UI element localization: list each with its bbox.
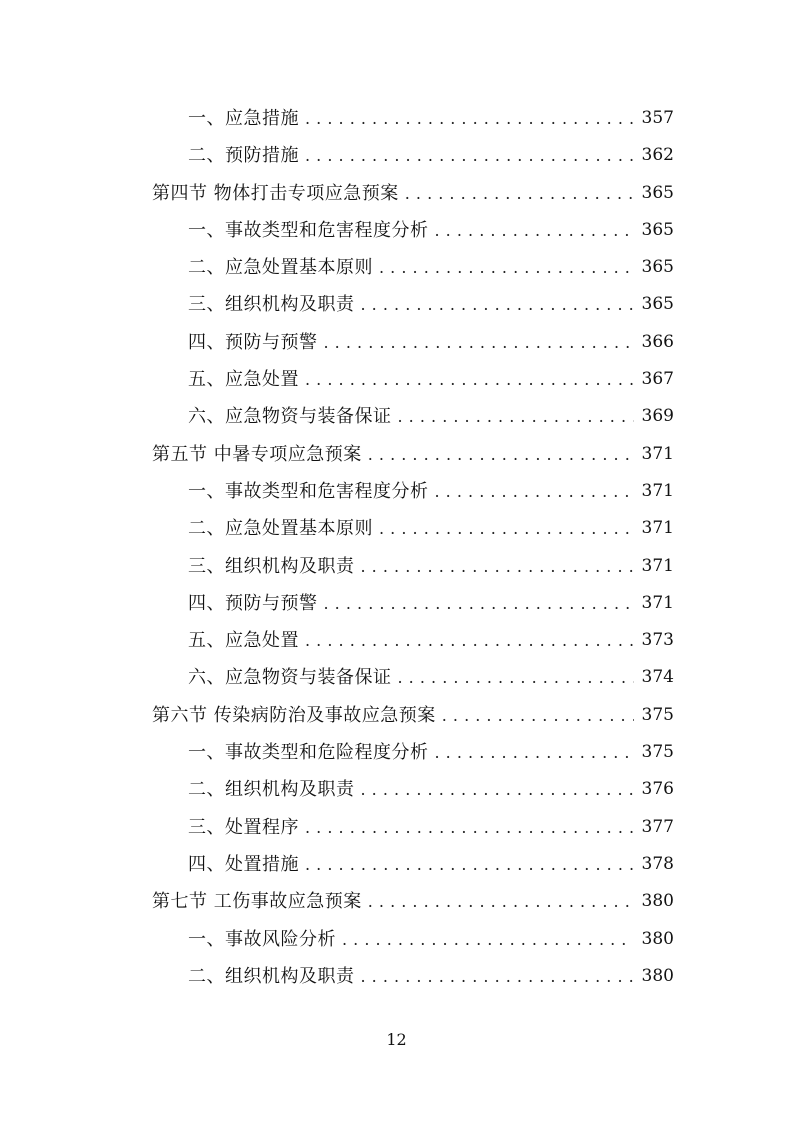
toc-subsection-entry[interactable] (152, 398, 674, 435)
toc-dot-leader (379, 510, 634, 547)
toc-dot-leader (305, 846, 634, 883)
toc-subsection-entry[interactable] (152, 622, 674, 659)
toc-dot-leader (368, 883, 634, 920)
toc-entry-page-number: 357 (641, 108, 674, 128)
toc-subsection-entry[interactable] (152, 510, 674, 547)
toc-entry-page-number: 380 (641, 891, 674, 912)
toc-entry-page-number: 378 (641, 853, 674, 874)
toc-subsection-entry[interactable] (152, 734, 674, 771)
toc-entry-title: 二、预防措施 (188, 145, 299, 167)
toc-entry-page-number: 376 (641, 779, 674, 800)
toc-entry-title: 一、应急措施 (188, 108, 299, 129)
toc-entry-page-number: 377 (641, 816, 674, 837)
toc-entry-page-number: 371 (641, 592, 674, 613)
toc-dot-leader (368, 436, 634, 473)
toc-dot-leader (435, 212, 635, 249)
toc-section-entry[interactable] (152, 436, 674, 473)
toc-entry-page-number: 380 (641, 928, 674, 949)
toc-entry-page-number: 362 (641, 145, 674, 166)
toc-subsection-entry[interactable] (152, 846, 674, 883)
toc-subsection-entry[interactable] (152, 585, 674, 622)
toc-entry-title: 六、应急物资与装备保证 (188, 406, 392, 428)
toc-dot-leader (405, 175, 634, 212)
toc-subsection-entry[interactable] (152, 100, 674, 137)
toc-entry-page-number: 365 (641, 219, 674, 240)
page-number: 12 (386, 1030, 407, 1049)
toc-entry-title: 五、应急处置 (188, 630, 299, 652)
toc-entry-title: 一、事故类型和危险程度分析 (188, 742, 429, 764)
toc-entry-page-number: 371 (641, 555, 674, 576)
toc-section-entry[interactable] (152, 697, 674, 734)
toc-dot-leader (324, 324, 635, 361)
toc-entry-page-number: 374 (641, 667, 674, 688)
toc-subsection-entry[interactable] (152, 809, 674, 846)
toc-dot-leader (305, 361, 634, 398)
toc-dot-leader (435, 473, 635, 510)
toc-entry-page-number: 366 (641, 331, 674, 352)
toc-entry-title: 五、应急处置 (188, 369, 299, 391)
toc-subsection-entry[interactable] (152, 659, 674, 696)
toc-dot-leader (361, 771, 635, 808)
toc-entry-title: 六、应急物资与装备保证 (188, 667, 392, 689)
toc-subsection-entry[interactable] (152, 921, 674, 958)
toc-dot-leader (305, 622, 634, 659)
toc-subsection-entry[interactable] (152, 548, 674, 585)
toc-subsection-entry[interactable] (152, 286, 674, 323)
toc-entry-title: 第六节 传染病防治及事故应急预案 (152, 704, 436, 726)
toc-entry-title: 三、组织机构及职责 (188, 294, 355, 316)
toc-entry-title: 二、组织机构及职责 (188, 779, 355, 801)
table-of-contents (152, 100, 674, 995)
toc-entry-title: 二、应急处置基本原则 (188, 257, 373, 279)
toc-entry-page-number: 371 (641, 480, 674, 501)
toc-entry-page-number: 365 (641, 257, 674, 278)
toc-subsection-entry[interactable] (152, 771, 674, 808)
toc-dot-leader (342, 921, 634, 958)
toc-dot-leader (379, 249, 634, 286)
toc-entry-title: 二、应急处置基本原则 (188, 518, 373, 540)
toc-entry-title: 三、处置程序 (188, 816, 299, 838)
toc-entry-page-number: 375 (641, 742, 674, 763)
toc-entry-title: 第四节 物体打击专项应急预案 (152, 182, 399, 204)
toc-entry-title: 第五节 中暑专项应急预案 (152, 443, 362, 465)
toc-section-entry[interactable] (152, 883, 674, 920)
toc-subsection-entry[interactable] (152, 212, 674, 249)
toc-subsection-entry[interactable] (152, 249, 674, 286)
toc-section-entry[interactable] (152, 175, 674, 212)
toc-dot-leader (398, 659, 635, 696)
toc-subsection-entry[interactable] (152, 324, 674, 361)
toc-entry-page-number: 371 (641, 518, 674, 539)
toc-subsection-entry[interactable] (152, 958, 674, 995)
toc-entry-page-number: 369 (641, 406, 674, 427)
toc-dot-leader (361, 548, 635, 585)
toc-dot-leader (361, 286, 635, 323)
toc-dot-leader (305, 100, 634, 137)
toc-entry-title: 三、组织机构及职责 (188, 555, 355, 577)
toc-entry-title: 一、事故风险分析 (188, 928, 336, 950)
toc-entry-title: 一、事故类型和危害程度分析 (188, 480, 429, 502)
toc-dot-leader (435, 734, 635, 771)
toc-entry-page-number: 365 (641, 182, 674, 203)
toc-entry-title: 二、组织机构及职责 (188, 965, 355, 987)
toc-dot-leader (305, 809, 634, 846)
toc-subsection-entry[interactable] (152, 137, 674, 174)
toc-entry-page-number: 371 (641, 443, 674, 464)
toc-entry-page-number: 375 (641, 704, 674, 725)
toc-entry-title: 第七节 工伤事故应急预案 (152, 891, 362, 913)
toc-entry-page-number: 380 (641, 965, 674, 986)
toc-entry-title: 一、事故类型和危害程度分析 (188, 219, 429, 241)
toc-dot-leader (442, 697, 634, 734)
toc-subsection-entry[interactable] (152, 361, 674, 398)
toc-dot-leader (305, 137, 634, 174)
toc-entry-page-number: 367 (641, 369, 674, 390)
toc-entry-title: 四、预防与预警 (188, 331, 318, 353)
toc-dot-leader (398, 398, 635, 435)
toc-entry-title: 四、处置措施 (188, 853, 299, 875)
toc-entry-title: 四、预防与预警 (188, 592, 318, 614)
toc-entry-page-number: 365 (641, 294, 674, 315)
toc-entry-page-number: 373 (641, 630, 674, 651)
toc-dot-leader (324, 585, 635, 622)
toc-subsection-entry[interactable] (152, 473, 674, 510)
toc-dot-leader (361, 958, 635, 995)
